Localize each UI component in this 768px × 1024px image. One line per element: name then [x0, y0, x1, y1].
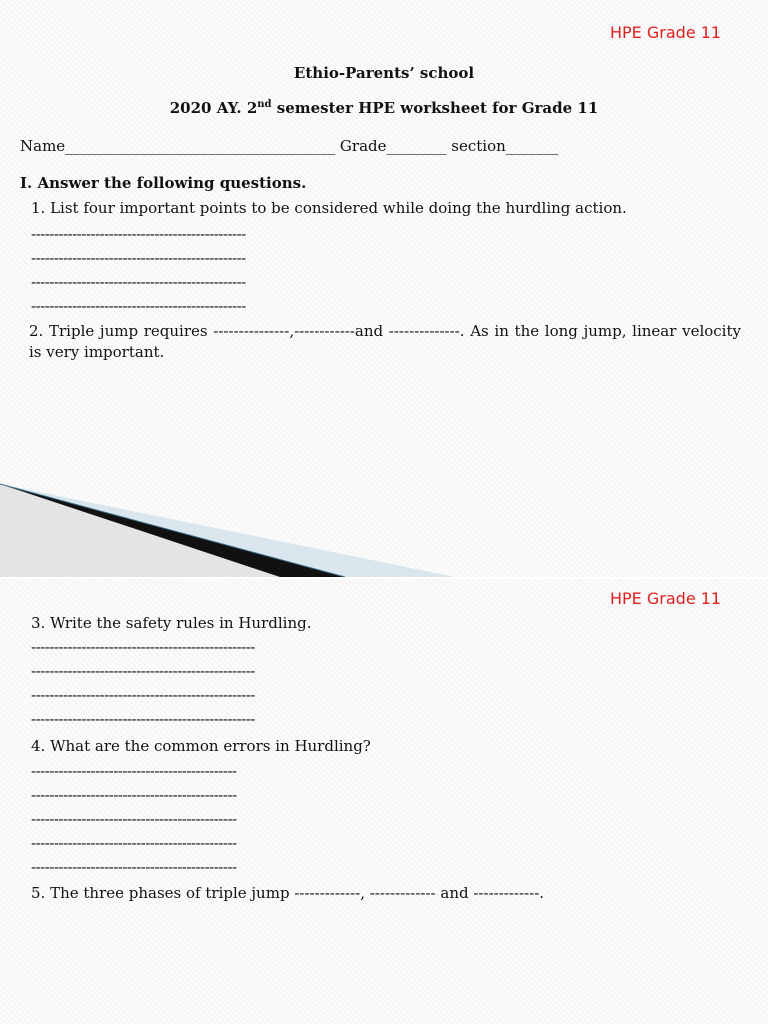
answer-line: -------------------------------------------------: [31, 638, 255, 656]
answer-line: ---------------------------------------------: [31, 858, 237, 876]
question-2: 2. Triple jump requires ---------------,------------and --------------. As in the long jump, linear velocity is very important.: [29, 322, 741, 361]
question-5: 5. The three phases of triple jump -------------, ------------- and -------------.: [31, 884, 545, 902]
question-3: 3. Write the safety rules in Hurdling.: [31, 614, 312, 632]
student-info-line: Name____________________________________ Grade________ section_______: [20, 137, 559, 155]
answer-line: -----------------------------------------------: [31, 297, 246, 315]
worksheet-slide-2: [0, 579, 768, 1024]
answer-line: ---------------------------------------------: [31, 762, 237, 780]
decorative-band: [0, 470, 768, 577]
title-suffix: semester HPE worksheet for Grade 11: [271, 99, 599, 117]
grade-tag: HPE Grade 11: [610, 23, 722, 42]
answer-line: -----------------------------------------------: [31, 273, 246, 291]
title-superscript: nd: [257, 99, 272, 110]
grade-tag: HPE Grade 11: [610, 589, 722, 608]
answer-line: ---------------------------------------------: [31, 786, 237, 804]
worksheet-title: [0, 99, 768, 117]
question-4: 4. What are the common errors in Hurdling?: [31, 737, 371, 755]
section-heading: I. Answer the following questions.: [20, 174, 307, 192]
answer-line: ---------------------------------------------: [31, 834, 237, 852]
school-name: Ethio-Parents’ school: [293, 64, 475, 82]
answer-line: -----------------------------------------------: [31, 249, 246, 267]
answer-line: -----------------------------------------------: [31, 225, 246, 243]
question-1: 1. List four important points to be considered while doing the hurdling action.: [31, 199, 627, 217]
title-prefix: 2020 AY. 2: [169, 99, 258, 117]
answer-line: -------------------------------------------------: [31, 686, 255, 704]
answer-line: -------------------------------------------------: [31, 662, 255, 680]
answer-line: ---------------------------------------------: [31, 810, 237, 828]
answer-line: -------------------------------------------------: [31, 710, 255, 728]
